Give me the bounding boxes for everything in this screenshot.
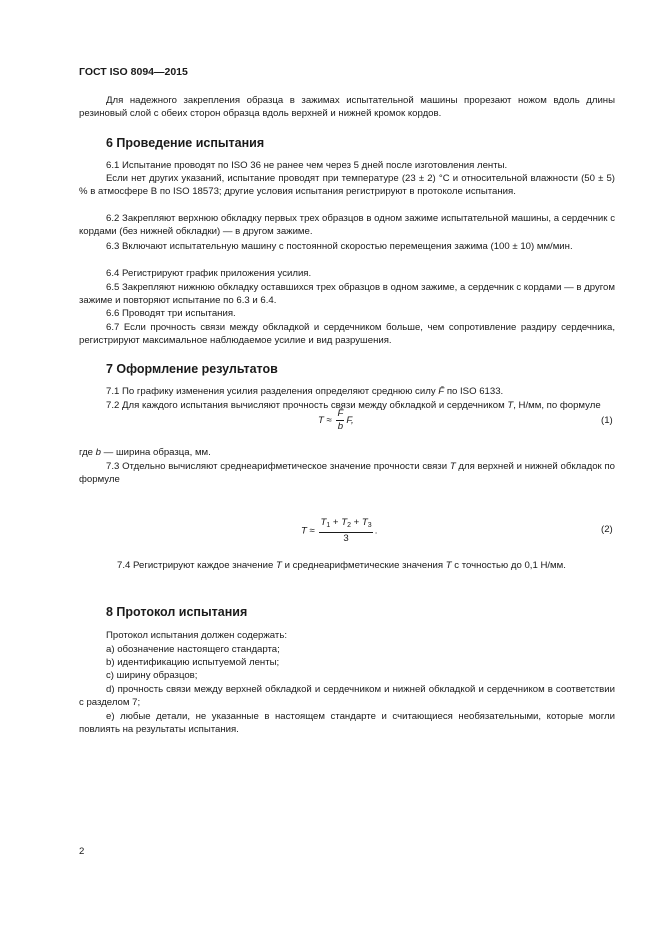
report-item-c: c) ширину образцов; — [106, 670, 198, 681]
report-lead: Протокол испытания должен содержать: — [106, 630, 287, 641]
symbol-T: T — [507, 400, 514, 411]
clause-6-1-conditions: Если нет других указаний, испытание проводят при температуре (23 ± 2) °С и относительной влажности (50 ± 5) % в атмосфере В по ISO 18573; другие условия испытания регистрируют в протоколе испытания. — [79, 173, 615, 197]
clause-6-4: 6.4 Регистрируют график приложения усилия. — [106, 268, 312, 279]
clause-6-7: 6.7 Если прочность связи между обкладкой и сердечником больше, чем сопротивление раздиру сердечника, регистрируют максимальное наблюдаемое усилие и вид разрушения. — [79, 322, 615, 346]
clause-6-3: 6.3 Включают испытательную машину с постоянной скоростью перемещения зажима (100 ± 10) мм/мин. — [106, 241, 573, 252]
clause-7-3: 7.3 Отдельно вычисляют среднеарифметическое значение прочности связи T для верхней и нижней обкладок по формуле — [79, 461, 615, 485]
clause-6-2: 6.2 Закрепляют верхнюю обкладку первых трех образцов в одном зажиме испытательной машины, а сердечник с кордами (без нижней обкладки) — в другом зажиме. — [79, 213, 615, 237]
report-item-d: d) прочность связи между верхней обкладкой и сердечником и нижней обкладкой и сердечником в соответствии с разделом 7; — [79, 684, 615, 708]
symbol-F-mean: F̄ — [438, 386, 445, 397]
formula-1: T ≈ $\frac{F̄}{b}$ F, — [318, 408, 354, 432]
section-6-heading: 6 Проведение испытания — [106, 136, 265, 150]
standard-header: ГОСТ ISO 8094—2015 — [79, 66, 188, 78]
section-7-heading: 7 Оформление результатов — [106, 362, 278, 376]
page-number: 2 — [79, 846, 85, 857]
clause-7-4: 7.4 Регистрируют каждое значение T и среднеарифметические значения T с точностью до 0,1 Н/мм. — [117, 560, 566, 571]
clause-7-1: 7.1 По графику изменения усилия разделения определяют среднюю силу F̄ по ISO 6133. — [106, 386, 504, 397]
formula-1-number: (1) — [601, 415, 613, 426]
formula-2-number: (2) — [601, 524, 613, 535]
formula-2: T ≈ $\frac{T_1 + T_2 + T_3}{3}$ . — [301, 517, 378, 544]
clause-6-1: 6.1 Испытание проводят по ISO 36 не ранее чем через 5 дней после изготовления ленты. — [106, 160, 508, 171]
report-item-a: a) обозначение настоящего стандарта; — [106, 644, 280, 655]
clause-6-6: 6.6 Проводят три испытания. — [106, 308, 236, 319]
report-item-b: b) идентификацию испытуемой ленты; — [106, 657, 280, 668]
intro-paragraph: Для надежного закрепления образца в зажимах испытательной машины прорезают ножом вдоль длины резиновый слой с обеих сторон образца вдоль верхней и нижней кромок кордов. — [79, 95, 615, 119]
clause-7-2: 7.2 Для каждого испытания вычисляют прочность связи между обкладкой и сердечником T, Н/мм, по формуле — [106, 400, 601, 411]
report-item-e: e) любые детали, не указанные в настоящем стандарте и считающиеся необязательными, которые могли повлиять на результаты испытания. — [79, 711, 615, 735]
section-8-heading: 8 Протокол испытания — [106, 605, 248, 619]
clause-6-5: 6.5 Закрепляют нижнюю обкладку оставшихся трех образцов в одном зажиме, а сердечник с кордами — в другом зажиме и повторяют испытание по 6.3 и 6.4. — [79, 282, 615, 306]
where-b: где b — ширина образца, мм. — [79, 447, 211, 458]
